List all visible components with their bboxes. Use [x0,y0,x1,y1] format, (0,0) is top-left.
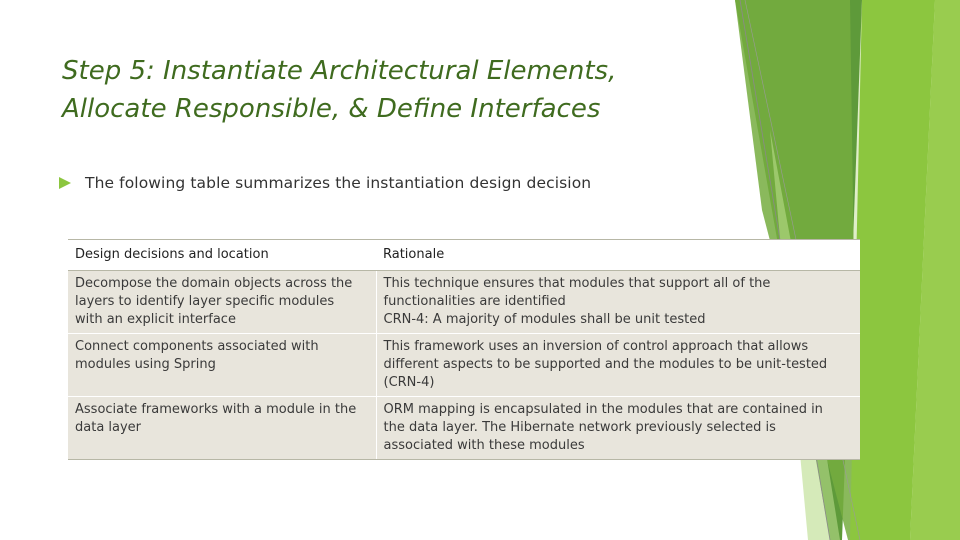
bullet-item [62,174,722,192]
bullet-text: The folowing table summarizes the instantiation design decision [85,174,592,192]
cell-line: This technique ensures that modules that support all of the [383,276,771,291]
cell-line: associated with these modules [383,438,585,453]
title-line-1: Step 5: Instantiate Architectural Elements, [62,56,617,86]
slide-title [62,52,722,128]
cell-line: with an explicit interface [75,312,236,327]
table-row [68,397,860,460]
decision-cell [68,271,376,334]
cell-line: different aspects to be supported and the modules to be unit-tested [383,357,828,372]
cell-line: functionalities are identified [383,294,566,309]
cell-line: Decompose the domain objects across the [75,276,353,291]
cell-line: modules using Spring [75,357,216,372]
cell-line: ORM mapping is encapsulated in the modules that are contained in [383,402,823,417]
cell-line: (CRN-4) [383,375,435,390]
rationale-cell [376,397,860,460]
rationale-cell [376,271,860,334]
table-header-row [68,240,860,271]
cell-line: Connect components associated with [75,339,319,354]
decision-cell [68,334,376,397]
cell-line: data layer [75,420,142,435]
table-row [68,271,860,334]
header-rationale: Rationale [376,240,860,271]
decision-cell [68,397,376,460]
cell-line: layers to identify layer specific modules [75,294,335,309]
header-design-decisions: Design decisions and location [68,240,376,271]
design-decision-table [68,239,860,460]
cell-line: Associate frameworks with a module in the [75,402,357,417]
cell-line: CRN-4: A majority of modules shall be unit tested [383,312,706,327]
triangle-bullet-icon [58,176,72,190]
table-row [68,334,860,397]
cell-line: This framework uses an inversion of control approach that allows [383,339,809,354]
cell-line: the data layer. The Hibernate network previously selected is [383,420,776,435]
title-line-2: Allocate Responsible, & Define Interfaces [62,94,601,124]
rationale-cell [376,334,860,397]
